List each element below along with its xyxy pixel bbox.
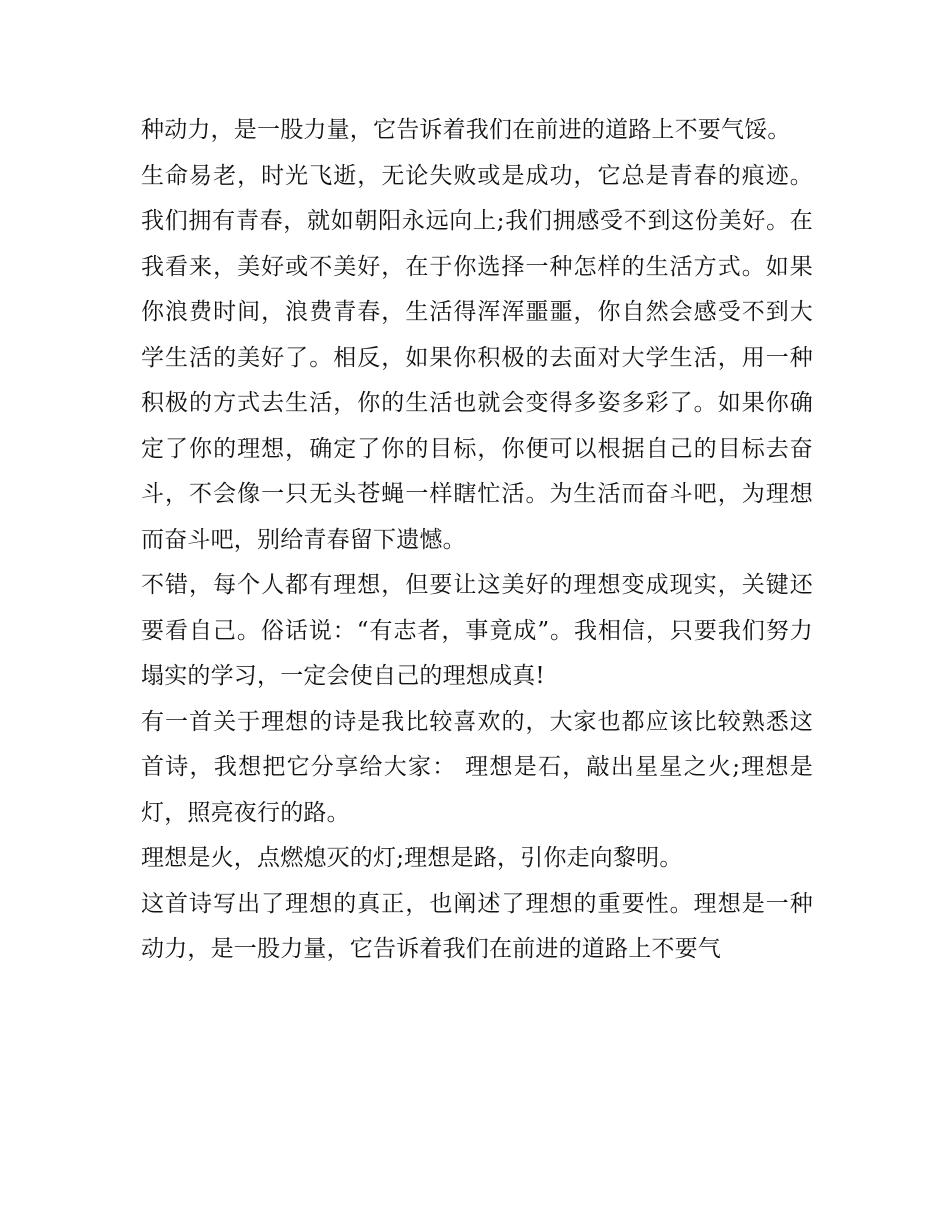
paragraph-5: 理想是火，点燃熄灭的灯;理想是路，引你走向黎明。 [141,845,683,871]
paragraph-6: 这首诗写出了理想的真正，也阐述了理想的重要性。理想是一种动力，是一股力量，它告诉着我们在前进的道路上不要气 [141,890,813,962]
document-page [141,108,813,973]
paragraph-3: 不错，每个人都有理想，但要让这美好的理想变成现实，关键还要看自己。俗话说：“有志者，事竟成”。我相信，只要我们努力塌实的学习，一定会使自己的理想成真! [141,572,813,689]
paragraph-4: 有一首关于理想的诗是我比较喜欢的，大家也都应该比较熟悉这首诗，我想把它分享给大家： 理想是石，敲出星星之火;理想是灯，照亮夜行的路。 [141,708,813,826]
paragraph-2: 生命易老，时光飞逝，无论失败或是成功，它总是青春的痕迹。我们拥有青春，就如朝阳永远向上;我们拥感受不到这份美好。在我看来，美好或不美好，在于你选择一种怎样的生活方式。如果你浪费时间，浪费青春，生活得浑浑噩噩，你自然会感受不到大学生活的美好了。相反，如果你积极的去面对大学生活，用一种积极的方式去生活，你的生活也就会变得多姿多彩了。如果你确定了你的理想，确定了你的目标，你便可以根据自己的目标去奋斗，不会像一只无头苍蝇一样瞎忙活。为生活而奋斗吧，为理想而奋斗吧，别给青春留下遗憾。 [141,162,813,553]
paragraph-1: 种动力，是一股力量，它告诉着我们在前进的道路上不要气馁。 [141,117,791,143]
